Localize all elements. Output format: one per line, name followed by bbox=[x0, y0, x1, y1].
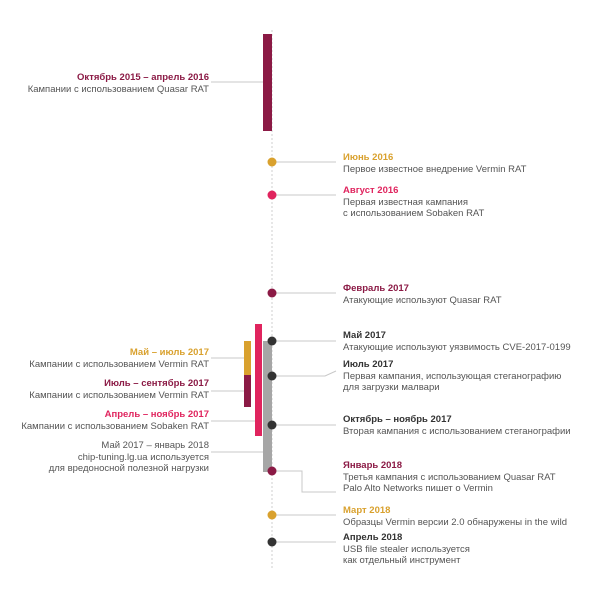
right-event-label-4 bbox=[343, 359, 561, 394]
bar-oct2015-apr2016 bbox=[263, 34, 272, 131]
right-event-label-8 bbox=[343, 532, 470, 567]
event-title: Март 2018 bbox=[343, 505, 391, 516]
event-description: Май 2017 – январь 2018 bbox=[101, 440, 209, 451]
right-event-label-7 bbox=[343, 505, 567, 528]
event-title: Апрель 2018 bbox=[343, 532, 403, 543]
event-dot-3 bbox=[268, 337, 277, 346]
event-title: Июнь 2016 bbox=[343, 152, 394, 163]
event-description: Первая известная кампания bbox=[343, 196, 469, 208]
right-event-label-2 bbox=[343, 283, 502, 306]
left-event-label-2 bbox=[29, 378, 209, 401]
bar-apr-nov-2017 bbox=[255, 324, 262, 436]
event-description: Вторая кампания с использованием стеганографии bbox=[343, 425, 571, 437]
event-description: USB file stealer используется bbox=[343, 543, 470, 555]
event-description: с использованием Sobaken RAT bbox=[343, 208, 485, 219]
event-description: Кампании с использованием Quasar RAT bbox=[27, 83, 209, 95]
event-dot-0 bbox=[268, 158, 277, 167]
left-event-label-3 bbox=[21, 409, 209, 432]
right-connector-6 bbox=[272, 471, 336, 492]
event-title: Август 2016 bbox=[343, 185, 399, 196]
event-description: Кампании с использованием Vermin RAT bbox=[29, 389, 209, 401]
event-title: Октябрь – ноябрь 2017 bbox=[343, 414, 452, 425]
event-description: Атакующие используют уязвимость CVE-2017-0199 bbox=[343, 341, 571, 353]
event-dot-5 bbox=[268, 421, 277, 430]
event-description: для загрузки малвари bbox=[343, 382, 440, 393]
event-description: Кампании с использованием Vermin RAT bbox=[29, 358, 209, 370]
event-description: Palo Alto Networks пишет о Vermin bbox=[343, 483, 493, 494]
event-title: Май – июль 2017 bbox=[129, 347, 209, 358]
event-description: chip-tuning.lg.ua используется bbox=[77, 451, 209, 463]
event-dot-2 bbox=[268, 289, 277, 298]
right-event-label-1 bbox=[343, 185, 484, 220]
right-event-label-5 bbox=[343, 414, 571, 437]
event-title: Январь 2018 bbox=[343, 460, 402, 471]
event-title: Июль 2017 bbox=[343, 359, 394, 370]
event-description: как отдельный инструмент bbox=[343, 555, 461, 566]
right-event-label-0 bbox=[343, 152, 526, 175]
right-connector-4 bbox=[272, 371, 336, 376]
event-description: Первая кампания, использующая стеганографию bbox=[343, 370, 562, 382]
event-description: для вредоносной полезной нагрузки bbox=[48, 463, 209, 474]
event-description: Первое известное внедрение Vermin RAT bbox=[343, 163, 527, 175]
event-dot-7 bbox=[268, 511, 277, 520]
bar-jul-sep-2017 bbox=[244, 375, 251, 407]
left-event-label-0 bbox=[28, 72, 209, 95]
bar-may2017-jan2018 bbox=[263, 341, 272, 472]
event-description: Кампании с использованием Sobaken RAT bbox=[21, 420, 209, 432]
right-event-label-6 bbox=[343, 460, 556, 495]
event-title: Апрель – ноябрь 2017 bbox=[104, 409, 209, 420]
right-event-label-3 bbox=[343, 330, 571, 353]
event-description: Третья кампания с использованием Quasar RAT bbox=[343, 471, 556, 483]
event-dot-6 bbox=[268, 467, 277, 476]
event-title: Май 2017 bbox=[343, 330, 386, 341]
event-description: Образцы Vermin версии 2.0 обнаружены in the wild bbox=[343, 516, 568, 528]
event-dot-8 bbox=[268, 538, 277, 547]
left-event-label-4 bbox=[49, 440, 209, 475]
event-dot-4 bbox=[268, 372, 277, 381]
left-event-label-1 bbox=[29, 347, 209, 370]
event-title: Июль – сентябрь 2017 bbox=[104, 378, 209, 389]
event-title: Февраль 2017 bbox=[343, 283, 409, 294]
event-description: Атакующие используют Quasar RAT bbox=[343, 294, 502, 306]
event-dot-1 bbox=[268, 191, 277, 200]
event-title: Октябрь 2015 – апрель 2016 bbox=[77, 72, 209, 83]
bar-may-jul-2017 bbox=[244, 341, 251, 375]
